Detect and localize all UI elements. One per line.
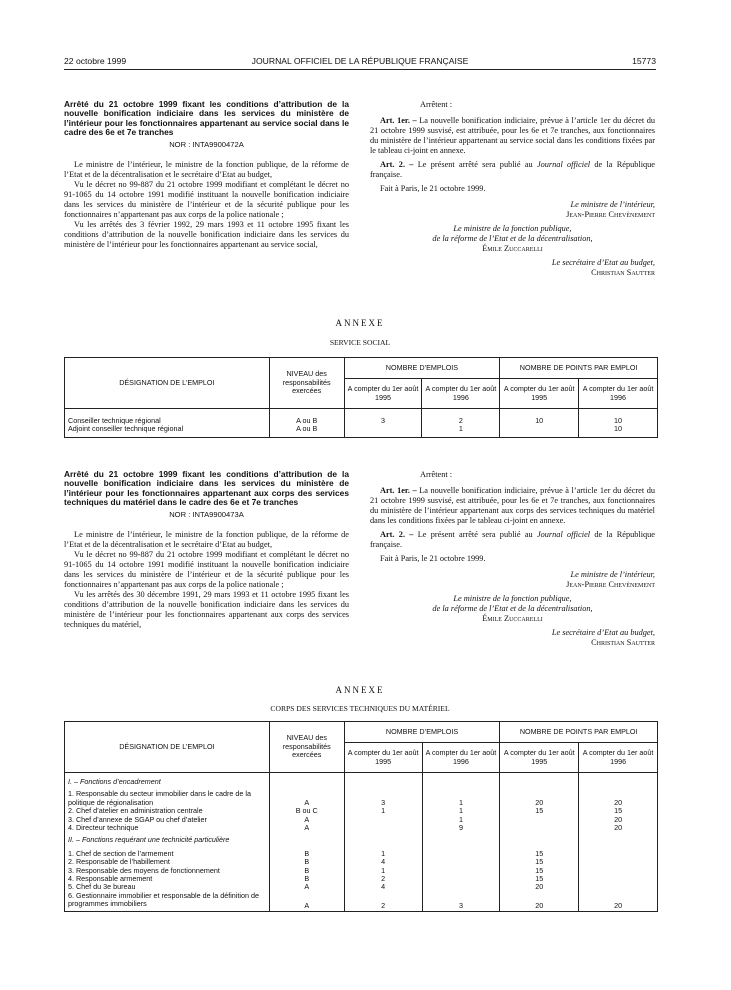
arrete2-article-1 [370,486,655,526]
table-cell: A [269,790,344,807]
col-nombre-emplois: NOMBRE D’EMPLOIS [344,358,500,379]
table-cell [344,832,422,849]
table-cell: 15 [500,807,579,815]
table-cell [579,832,658,849]
arrete1-art1-text: La nouvelle bonification indiciaire, prévue à l’article 1er du décret du 21 octobre 1999 susvisé, est attribuée, pour les 6e et 7e tranches, aux fonctionnaires du ministère de l’intérieur appartenant au service social dans les conditions fixées par le tableau ci-joint en annexe. [370,116,655,155]
table-cell: 20 [579,824,658,832]
table-cell [579,867,658,875]
arrete2-sig1-name: Jean-Pierre Chevènement [566,580,655,589]
table-cell [579,850,658,858]
table-cell [422,875,500,883]
arrete1-arretent: Arrêtent : [420,100,453,109]
table-cell: 20 [579,892,658,911]
table-cell: 1. Responsable du secteur immobilier dans le cadre de la politique de régionalisation [65,790,270,807]
table-cell: 15 [500,858,579,866]
table-cell: A [269,892,344,911]
arrete1-sig3-role: Le secrétaire d’Etat au budget, [551,258,655,267]
table-cell [579,883,658,891]
table-cell: A ou B [269,417,344,425]
header-date: 22 octobre 1999 [64,56,127,66]
col-designation: DÉSIGNATION DE L’EMPLOI [65,722,270,773]
table-cell-label: 3. Chef d’annexe de SGAP ou chef d’atelier [65,816,270,824]
table-cell: A [269,816,344,824]
arrete2-para-2: Vu le décret no 99-887 du 21 octobre 1999 modifiant et complétant le décret no 91-1065 du 14 octobre 1991 modifié instituant la nouvelle bonification indiciaire dans les services du ministère de l’intérieur et de la sécurité publique pour les fonctionnaires n’appartenant pas aux corps de la police nationale ; [64,549,349,589]
table-cell: 2 [344,875,422,883]
table-cell [269,832,344,849]
table-cell-label: II. – Fonctions requérant une technicité particulière [65,832,270,849]
col-emplois-1996: A compter du 1er août 1996 [422,379,500,409]
table-cell: 20 [500,892,579,911]
table-cell [500,425,579,437]
arrete2-art2-journal: Journal officiel [536,530,591,539]
table-cell [579,773,658,791]
col-nombre-points: NOMBRE DE POINTS PAR EMPLOI [500,722,658,743]
arrete1-left-column [64,100,349,250]
table-cell: 2 [344,892,422,911]
table-cell: 15 [500,850,579,858]
table-cell [344,816,422,824]
table-cell [422,883,500,891]
table-cell-label: Adjoint conseiller technique régional [65,425,270,437]
table-cell-label: 4. Responsable armement [65,875,270,883]
table-cell [344,425,422,437]
arrete1-sig2-name: Émile Zuccarelli [482,244,543,253]
table-cell [500,816,579,824]
table-cell: 1 [344,850,422,858]
col-emplois-1996: A compter du 1er août 1996 [422,743,500,773]
table-cell: 20 [579,790,658,807]
col-niveau: NIVEAU des responsabilités exercées [269,722,344,773]
arrete1-art2-label: Art. 2. – [380,160,414,169]
section-row [65,773,658,791]
table-row [65,790,658,807]
table-cell [422,850,500,858]
table-cell [422,867,500,875]
table-cell-label: 5. Chef du 3e bureau [65,883,270,891]
arrete2-sig2-role-b: de la réforme de l’Etat et de la décentralisation, [432,604,593,613]
arrete1-article-2 [370,160,655,180]
table-cell: 9 [422,824,500,832]
table-cell: 20 [500,883,579,891]
header-journal: JOURNAL OFFICIEL DE LA RÉPUBLIQUE FRANÇAISE [251,56,469,66]
table-row [65,892,658,911]
arrete2-sig1-role: Le ministre de l’intérieur, [570,570,655,579]
arrete1-right-column [370,100,655,278]
arrete2-arretent: Arrêtent : [420,470,453,479]
table-cell: 1 [422,807,500,815]
col-niveau: NIVEAU des responsabilités exercées [269,358,344,409]
arrete2-para-1: Le ministre de l’intérieur, le ministre de la fonction publique, de la réforme de l’Etat et de la décentralisation et le secrétaire d’Etat au budget, [64,529,349,549]
table-row [65,875,658,883]
col-emplois-1995: A compter du 1er août 1995 [344,379,422,409]
arrete1-art1-label: Art. 1er. – [380,116,417,125]
header-page-number: 15773 [632,56,656,66]
table-cell: 4 [344,858,422,866]
arrete2-sig2-role-a: Le ministre de la fonction publique, [453,594,572,603]
table-cell: 6. Gestionnaire immobilier et responsable de la définition de programmes immobiliers [65,892,270,911]
arrete2-article-2 [370,530,655,550]
table-cell-label: Conseiller technique régional [65,417,270,425]
table-row [65,867,658,875]
table-cell [422,773,500,791]
col-nombre-emplois: NOMBRE D’EMPLOIS [344,722,500,743]
col-points-1996: A compter du 1er août 1996 [579,379,658,409]
table-cell [500,832,579,849]
table-cell: 10 [500,417,579,425]
col-points-1995: A compter du 1er août 1995 [500,743,579,773]
arrete2-art1-label: Art. 1er. – [380,486,417,495]
table-cell [422,832,500,849]
arrete2-art2-post: de la République française. [370,530,655,549]
table-row [65,816,658,824]
table-cell: A ou B [269,425,344,437]
table-cell: 3 [344,790,422,807]
table-cell [579,875,658,883]
col-points-1995: A compter du 1er août 1995 [500,379,579,409]
arrete2-sig3-name: Christian Sautter [591,638,655,647]
col-designation: DÉSIGNATION DE L’EMPLOI [65,358,270,409]
col-emplois-1995: A compter du 1er août 1995 [344,743,422,773]
arrete1-para-1: Le ministre de l’intérieur, le ministre de la fonction publique, de la réforme de l’Etat et de la décentralisation et le secrétaire d’Etat au budget, [64,159,349,179]
table-cell: A [269,824,344,832]
table-cell: 3 [422,892,500,911]
table-cell: 4 [344,883,422,891]
arrete2-art2-label: Art. 2. – [380,530,414,539]
arrete2-fait: Fait à Paris, le 21 octobre 1999. [380,554,486,563]
arrete1-art2-post: de la République française. [370,160,655,179]
table-cell-label: 2. Chef d’atelier en administration centrale [65,807,270,815]
table-cell-label: 2. Responsable de l’habillement [65,858,270,866]
arrete1-title: Arrêté du 21 octobre 1999 fixant les conditions d’attribution de la nouvelle bonification indiciaire dans les services du ministère de l’intérieur pour les fonctionnaires appartenant au service social dans le cadre des 6e et 7e tranches [64,99,349,138]
table-cell: B [269,850,344,858]
section-row [65,832,658,849]
arrete1-sig2-role-a: Le ministre de la fonction publique, [453,224,572,233]
table-cell: 1 [422,425,500,437]
table-cell: 1 [422,790,500,807]
arrete1-para-2: Vu le décret no 99-887 du 21 octobre 1999 modifiant et complétant le décret no 91-1065 du 14 octobre 1991 modifié instituant la nouvelle bonification indiciaire dans les services du ministère de l’intérieur et de la sécurité publique pour les fonctionnaires n’appartenant pas aux corps de la police nationale ; [64,179,349,219]
table-cell: 15 [500,875,579,883]
table-cell: 1 [422,816,500,824]
table-cell: B [269,875,344,883]
table-cell [344,773,422,791]
table-cell-label: 4. Directeur technique [65,824,270,832]
arrete2-para-3: Vu les arrêtés des 30 décembre 1991, 29 mars 1993 et 11 octobre 1995 fixant les conditions d’attribution de la nouvelle bonification indiciaire dans les services du ministère de l’intérieur pour les fonctionnaires appartenant aux corps des services techniques du matériel, [64,589,349,629]
arrete1-para-3: Vu les arrêtés des 3 février 1992, 29 mars 1993 et 11 octobre 1995 fixant les conditions d’attribution de la nouvelle bonification indiciaire dans les services du ministère de l’intérieur pour les fonctionnaires appartenant au service social, [64,219,349,249]
table-cell-label: 3. Responsable des moyens de fonctionnement [65,867,270,875]
table-cell [579,858,658,866]
table-cell: 3 [344,417,422,425]
table-cell-label: 1. Chef de section de l’armement [65,850,270,858]
table-cell: 1 [344,807,422,815]
table-cell [500,824,579,832]
table-cell: B [269,867,344,875]
table-cell: 10 [579,417,658,425]
table-cell: 20 [500,790,579,807]
table-cell: 2 [422,417,500,425]
arrete1-sig1-name: Jean-Pierre Chevènement [566,210,655,219]
table-cell: 10 [579,425,658,437]
annexe1-subtitle: SERVICE SOCIAL [329,338,391,347]
col-nombre-points: NOMBRE DE POINTS PAR EMPLOI [500,358,658,379]
table-cell [422,858,500,866]
table-cell: 20 [579,816,658,824]
arrete1-art2-pre: Le présent arrêté sera publié au [417,160,533,169]
arrete2-right-column [370,470,655,648]
arrete2-title: Arrêté du 21 octobre 1999 fixant les conditions d’attribution de la nouvelle bonification indiciaire dans les services du ministère de l’intérieur pour les fonctionnaires appartenant aux corps des services techniques du matériel dans le cadre des 6e et 7e tranches [64,469,349,508]
table-cell-label: I. – Fonctions d’encadrement [65,773,270,791]
arrete2-art1-text: La nouvelle bonification indiciaire, prévue à l’article 1er du décret du 21 octobre 1999 susvisé, est attribuée, pour les 6e et 7e tranches, aux fonctionnaires du ministère de l’intérieur appartenant aux corps des services techniques du matériel dans les conditions fixées par le tableau ci-joint en annexe. [370,486,655,525]
table-cell: 1 [344,867,422,875]
annexe2-subtitle: CORPS DES SERVICES TECHNIQUES DU MATÉRIEL [270,704,450,713]
arrete1-article-1 [370,116,655,156]
arrete1-fait: Fait à Paris, le 21 octobre 1999. [380,184,486,193]
table-cell: 15 [500,867,579,875]
annexe1-table [64,357,658,438]
annexe2-title: ANNEXE [335,685,385,695]
arrete1-sig1-role: Le ministre de l’intérieur, [570,200,655,209]
arrete2-sig2-name: Émile Zuccarelli [482,614,543,623]
table-cell [344,824,422,832]
arrete1-art2-journal: Journal officiel [536,160,591,169]
table-row [65,824,658,832]
table-cell: 15 [579,807,658,815]
table-cell: B ou C [269,807,344,815]
annexe2-table [64,721,658,912]
table-cell [500,773,579,791]
col-points-1996: A compter du 1er août 1996 [579,743,658,773]
table-row [65,425,658,437]
arrete2-left-column [64,470,349,630]
arrete2-art2-pre: Le présent arrêté sera publié au [417,530,533,539]
arrete2-sig3-role: Le secrétaire d’Etat au budget, [551,628,655,637]
header-rule [64,69,656,70]
arrete1-sig2-role-b: de la réforme de l’Etat et de la décentralisation, [432,234,593,243]
arrete2-nor: NOR : INTA9900473A [169,509,244,519]
arrete1-nor: NOR : INTA9900472A [169,139,244,149]
annexe1-title: ANNEXE [335,318,385,328]
arrete1-sig3-name: Christian Sautter [591,268,655,277]
table-cell: A [269,883,344,891]
table-cell [269,773,344,791]
table-cell: B [269,858,344,866]
